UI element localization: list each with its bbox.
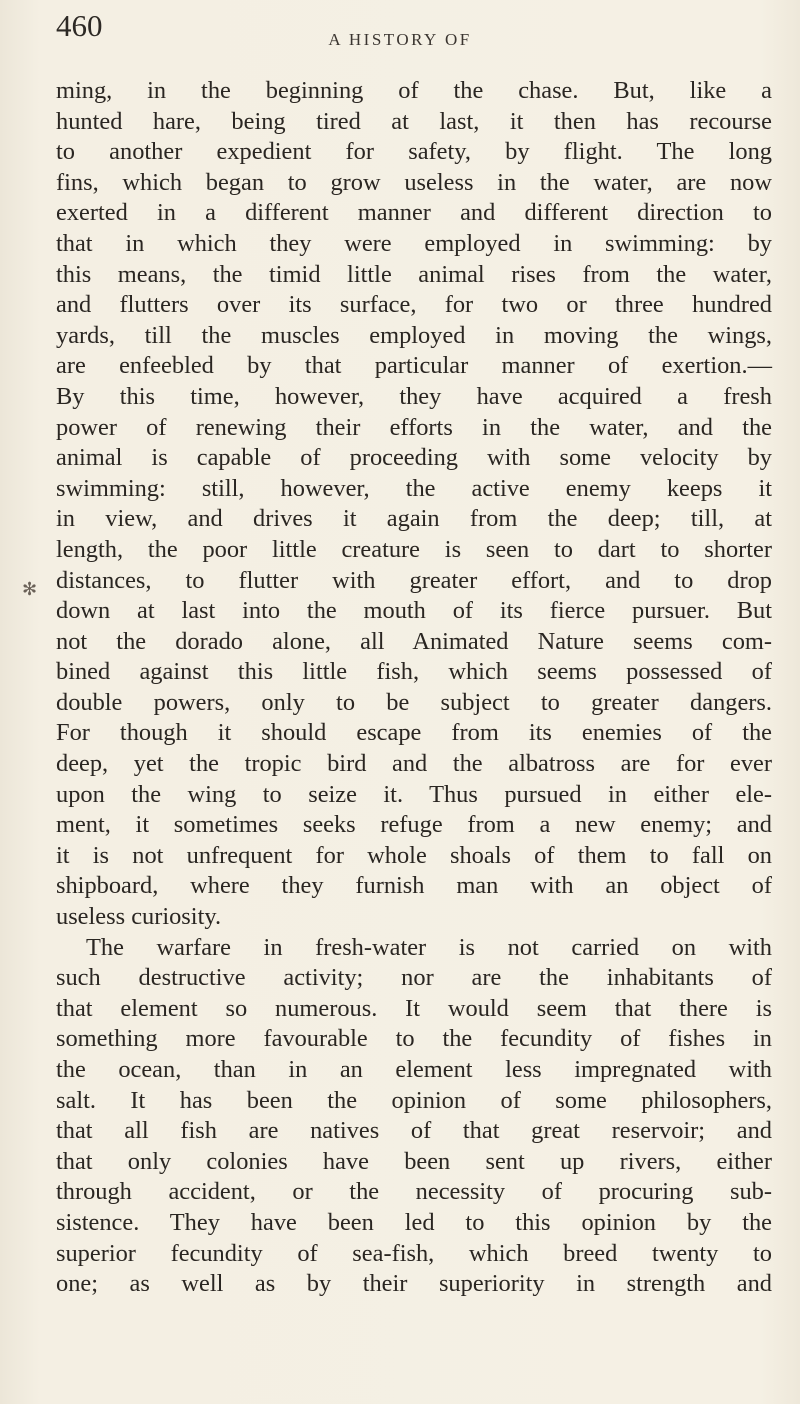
text-line: in view, and drives it again from the deep; till, at [56,505,772,533]
text-line: and flutters over its surface, for two or three hundred [56,291,772,319]
text-line: superior fecundity of sea-fish, which breed twenty to [56,1239,772,1267]
paragraph-start-line: The warfare in fresh-water is not carried on with [86,933,772,961]
text-line: For though it should escape from its enemies of the [56,719,772,747]
text-line: such destructive activity; nor are the inhabitants of [56,964,772,992]
text-line: fins, which began to grow useless in the water, are now [56,168,772,196]
text-line: double powers, only to be subject to greater dangers. [56,688,772,716]
text-line: not the dorado alone, all Animated Nature seems com- [56,627,772,655]
text-line: deep, yet the tropic bird and the albatross are for ever [56,750,772,778]
text-line: shipboard, where they furnish man with an object of [56,872,772,900]
text-line: power of renewing their efforts in the water, and the [56,413,772,441]
page-number: 460 [56,8,103,43]
text-line: that only colonies have been sent up rivers, either [56,1147,772,1175]
text-line: bined against this little fish, which seems possessed of [56,658,772,686]
text-line: useless curiosity. [56,903,222,931]
text-line: it is not unfrequent for whole shoals of them to fall on [56,841,772,869]
text-line: that in which they were employed in swimming: by [56,229,772,257]
text-line: through accident, or the necessity of procuring sub- [56,1178,772,1206]
text-line: length, the poor little creature is seen to dart to shorter [56,535,772,563]
text-line: the ocean, than in an element less impregnated with [56,1056,772,1083]
running-title: A HISTORY OF [328,30,472,49]
text-line: swimming: still, however, the active enemy keeps it [56,474,772,502]
margin-mark: ✻ [22,579,38,599]
text-line: that all fish are natives of that great reservoir; and [56,1117,772,1145]
text-line: yards, till the muscles employed in moving the wings, [56,321,772,349]
text-line: to another expedient for safety, by flight. The long [56,138,772,166]
text-line: animal is capable of proceeding with some velocity by [56,444,772,472]
text-line: By this time, however, they have acquired a fresh [56,382,772,410]
text-line: upon the wing to seize it. Thus pursued in either ele- [56,780,772,808]
text-line: one; as well as by their superiority in strength and [56,1270,772,1298]
text-line: something more favourable to the fecundity of fishes in [56,1025,772,1053]
text-line: down at last into the mouth of its fierce pursuer. But [56,597,772,625]
text-line: hunted hare, being tired at last, it then has recourse [56,107,772,135]
text-line: salt. It has been the opinion of some philosophers, [56,1086,772,1114]
text-line: distances, to flutter with greater effort, and to drop [56,566,772,594]
text-line: are enfeebled by that particular manner of exertion.— [56,352,772,380]
text-line: ment, it sometimes seeks refuge from a new enemy; and [56,811,772,839]
text-line: exerted in a different manner and different direction to [56,199,772,227]
body-text [56,76,772,1300]
text-line: sistence. They have been led to this opinion by the [56,1208,772,1236]
text-line: ming, in the beginning of the chase. But, like a [56,77,772,104]
text-line: this means, the timid little animal rises from the water, [56,260,772,288]
text-line: that element so numerous. It would seem that there is [56,994,772,1022]
